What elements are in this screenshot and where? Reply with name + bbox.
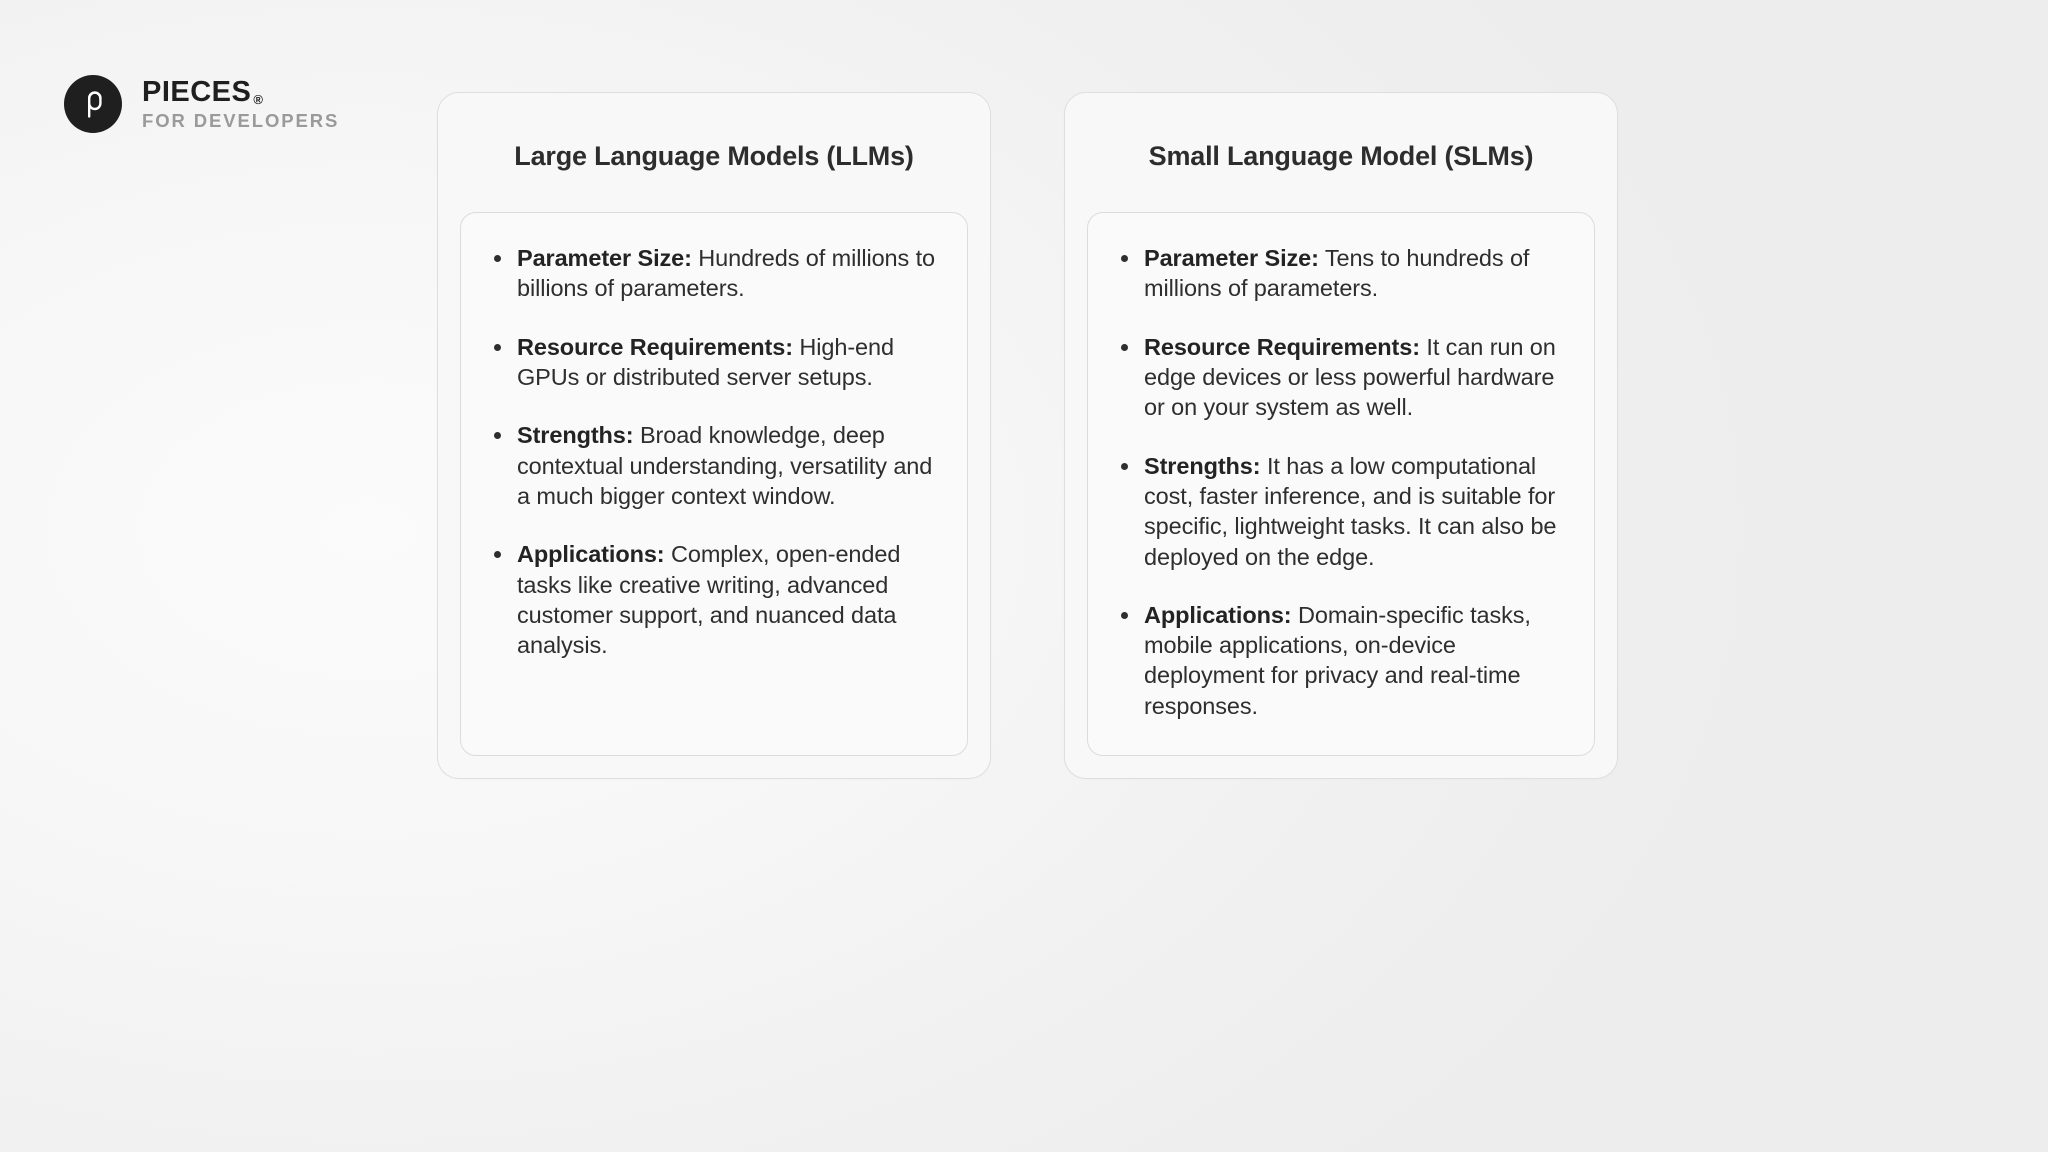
bullet-text: It has a low computational cost, faster inference, and is suitable for specific, lightweight tasks. It can also be deployed on the edge. <box>1144 452 1557 570</box>
pieces-pebble-logo-icon <box>64 75 122 133</box>
list-item <box>1114 600 1568 721</box>
bullet-text: It can run on edge devices or less powerful hardware or on your system as well. <box>1144 333 1556 421</box>
card-llm-panel <box>460 212 968 756</box>
brand-name-row <box>142 75 339 108</box>
brand-logo <box>64 75 339 133</box>
bullet-text: Domain-specific tasks, mobile applications, on-device deployment for privacy and real-time responses. <box>1144 601 1531 719</box>
registered-trademark-icon: ® <box>253 91 264 107</box>
brand-name: PIECES <box>142 75 252 108</box>
card-llm-title: Large Language Models (LLMs) <box>514 141 914 171</box>
list-item <box>487 332 941 393</box>
card-slm-bullet-list <box>1114 243 1568 721</box>
bullet-label: Resource Requirements: <box>1144 333 1420 360</box>
bullet-label: Strengths: <box>517 422 634 449</box>
bullet-label: Applications: <box>1144 601 1292 628</box>
bullet-text: Tens to hundreds of millions of parameters. <box>1144 245 1530 302</box>
comparison-cards-container <box>437 92 1618 779</box>
bullet-label: Resource Requirements: <box>517 333 793 360</box>
list-item <box>1114 243 1568 304</box>
list-item <box>487 243 941 304</box>
list-item <box>487 539 941 660</box>
card-llm-bullet-list <box>487 243 941 660</box>
bullet-label: Applications: <box>517 541 665 568</box>
bullet-label: Strengths: <box>1144 452 1261 479</box>
bullet-text: Hundreds of millions to billions of parameters. <box>517 245 936 302</box>
list-item <box>487 420 941 511</box>
card-slm <box>1064 92 1618 779</box>
bullet-text: Complex, open-ended tasks like creative writing, advanced customer support, and nuanced data analysis. <box>517 541 901 659</box>
bullet-label: Parameter Size: <box>517 245 692 271</box>
brand-tagline: FOR DEVELOPERS <box>142 109 340 131</box>
card-slm-title: Small Language Model (SLMs) <box>1148 141 1534 171</box>
bullet-label: Parameter Size: <box>1144 245 1319 271</box>
bullet-text: Broad knowledge, deep contextual understanding, versatility and a much bigger context window. <box>517 422 933 509</box>
card-slm-panel <box>1087 212 1595 756</box>
bullet-text: High-end GPUs or distributed server setups. <box>517 333 894 390</box>
card-llm <box>437 92 991 779</box>
list-item <box>1114 332 1568 423</box>
list-item <box>1114 451 1568 572</box>
brand-wordmark <box>142 75 340 131</box>
